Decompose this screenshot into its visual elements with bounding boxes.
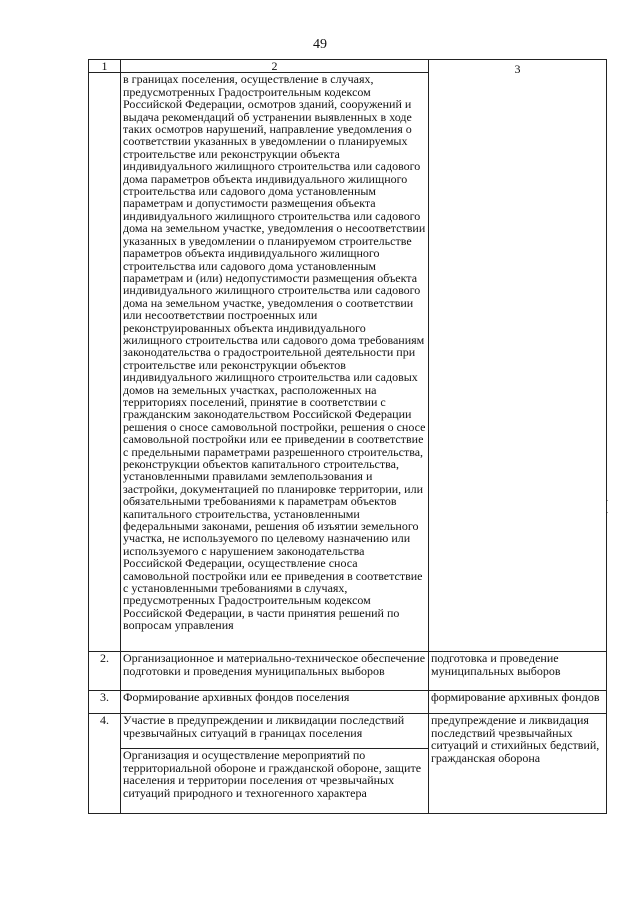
table-row	[89, 691, 607, 714]
row-number: 2.	[89, 652, 121, 691]
column-header-3: 3	[514, 62, 521, 76]
row-description: Участие в предупреждении и ликвидации последствий чрезвычайных ситуаций в границах поселения	[121, 714, 429, 749]
table-row	[89, 714, 607, 749]
page-number: 49	[313, 37, 327, 52]
competence-table	[88, 59, 607, 814]
row-number: 3.	[89, 691, 121, 714]
row-continuation-text: в границах поселения, осуществление в случаях, предусмотренных Градостроительным кодексом Российской Федерации, осмотров зданий, сооружений и выдача рекомендаций об устранении выявленных в ходе таких осмотров нарушений, направление уведомления о соответствии указанных в уведомлении о планируемых строительстве или реконструкции объекта индивидуального жилищного строительства или садового дома параметров объекта индивидуального жилищного строительства или садового дома установленным параметрам и допустимости размещения объекта индивидуального жилищного строительства или садового дома на земельном участке, уведомления о несоответствии указанных в уведомлении о планируемом строительстве параметров объекта индивидуального жилищного строительства или садового дома установленным параметрам и (или) недопустимости размещения объекта индивидуального жилищного строительства или садового дома на земельном участке, уведомления о соответствии или несоответствии построенных или реконструированных объекта индивидуального жилищного строительства или садового дома требованиям законодательства о градостроительной деятельности при строительстве или реконструкции объектов индивидуального жилищного строительства или садовых домов на земельных участках, расположенных на территориях поселений, принятие в соответствии с гражданским законодательством Российской Федерации решения о сносе самовольной постройки, решения о сносе самовольной постройки или ее приведении в соответствие с предельными параметрами разрешенного строительства, реконструкции объектов капитального строительства, установленными правилами землепользования и застройки, документацией по планировке территории, или обязательными требованиями к параметрам объектов капитального строительства, установленными федеральными законами, решения об изъятии земельного участка, не используемого по целевому назначению или используемого с нарушением законодательства Российской Федерации, осуществление сноса самовольной постройки или ее приведения в соответствие с установленными требованиями в случаях, предусмотренных Градостроительным кодексом Российской Федерации, в части принятия решений по вопросам управления	[121, 73, 429, 652]
row-description: Организационное и материально-техническое обеспечение подготовки и проведения муниципальных выборов	[121, 652, 429, 691]
row-number-cell	[89, 73, 121, 652]
row-number: 4.	[89, 714, 121, 814]
table-header-row	[89, 60, 607, 73]
scan-mark	[607, 500, 608, 501]
column-header-3-cell	[429, 60, 607, 652]
row-description-2: Организация и осуществление мероприятий по территориальной обороне и гражданской обороне, защите населения и территории поселения от чрезвычайных ситуаций природного и техногенного характера	[121, 749, 429, 814]
row-competence: подготовка и проведение муниципальных выборов	[429, 652, 607, 691]
row-competence: формирование архивных фондов	[429, 691, 607, 714]
row-competence: предупреждение и ликвидация последствий чрезвычайных ситуаций и стихийных бедствий, гражданская оборона	[429, 714, 607, 814]
column-header-1: 1	[89, 60, 121, 73]
scan-mark	[607, 512, 608, 513]
column-header-2: 2	[121, 60, 429, 73]
table-row	[89, 652, 607, 691]
row-description: Формирование архивных фондов поселения	[121, 691, 429, 714]
